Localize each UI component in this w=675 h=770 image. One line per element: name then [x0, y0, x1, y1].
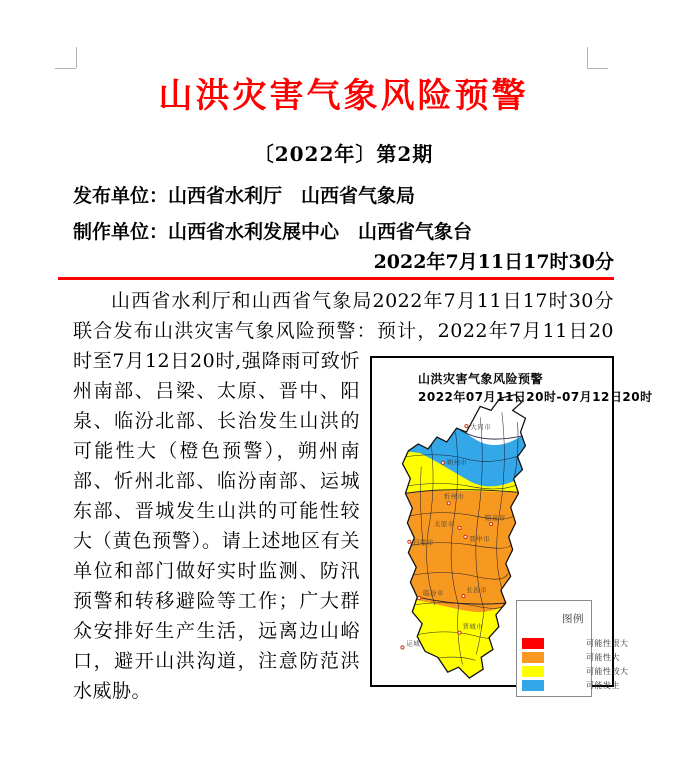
city-label: 晋中市 — [469, 534, 490, 543]
producer-label: 制作单位： — [73, 221, 169, 243]
city-label: 太原市 — [433, 519, 455, 528]
city-label: 晋城市 — [462, 622, 484, 631]
city-label: 大同市 — [470, 423, 491, 432]
legend-title: 图例 — [562, 613, 584, 625]
city-label: 朔州市 — [446, 458, 468, 467]
header-divider-rule — [58, 277, 614, 280]
legend-label: 可能性大 — [586, 652, 620, 662]
city-marker — [462, 595, 465, 598]
city-marker — [465, 425, 468, 428]
issue-number: 〔2022年〕第2期 — [253, 142, 434, 166]
issue-datetime: 2022年7月11日17时30分 — [373, 251, 614, 273]
crop-mark-top-right-h — [587, 68, 608, 69]
city-marker — [464, 535, 467, 538]
legend-swatch-blue — [522, 680, 544, 691]
crop-mark-top-right-v — [587, 47, 588, 68]
legend-label: 可能性很大 — [586, 638, 629, 648]
city-marker — [458, 526, 461, 529]
body-paragraph — [73, 286, 653, 706]
city-marker — [418, 596, 421, 599]
legend-label: 可能性较大 — [586, 666, 629, 676]
city-label: 运城 — [406, 639, 421, 648]
crop-mark-top-left-h — [55, 68, 76, 69]
page-title: 山洪灾害气象风险预警 — [158, 76, 529, 116]
map-legend — [516, 600, 629, 697]
city-label: 临汾市 — [423, 589, 444, 598]
city-marker — [401, 646, 404, 649]
city-label: 阳泉市 — [485, 514, 506, 523]
body-text: 山西省水利厅和山西省气象局2022年7月11日17时30分联合发布山洪灾害气象风险预警：预计，2022年7月11日20时至7月12日20时,强降雨可致忻州南部、吕梁、太原、晋中、阳泉、临汾北部、长治发生山洪的可能性大（橙色预警），朔州南部、忻州北部、临汾南部、运城东部、晋城发生山洪的可能性较大（黄色预警）。请上述地区有关单位和部门做好实时监测、防汛预警和转移避险等工作；广大群众安排好生产生活，远离边山峪口，避开山洪沟道，注意防范洪水威胁。 — [73, 290, 614, 702]
producer-line — [73, 217, 614, 244]
city-marker — [447, 502, 450, 505]
legend-swatch-red — [522, 638, 544, 649]
legend-row — [517, 679, 620, 692]
crop-mark-top-left-v — [76, 47, 77, 68]
city-marker — [489, 522, 492, 525]
city-label: 吕梁市 — [413, 538, 434, 547]
legend-swatch-yellow — [522, 666, 544, 677]
legend-swatch-orange — [522, 652, 544, 663]
risk-map — [370, 356, 653, 690]
city-marker — [458, 631, 461, 634]
map-title: 山洪灾害气象风险预警 — [418, 372, 544, 386]
city-label: 忻州市 — [443, 492, 465, 501]
producer-value: 山西省水利发展中心 山西省气象台 — [168, 221, 473, 243]
city-marker — [441, 461, 444, 464]
publisher-label: 发布单位： — [73, 185, 169, 207]
legend-label: 可能发生 — [586, 680, 620, 690]
city-marker — [408, 540, 411, 543]
publisher-line — [73, 181, 614, 208]
city-label: 长治市 — [466, 586, 488, 595]
publisher-value: 山西省水利厅 山西省气象局 — [168, 185, 416, 207]
map-period: 2022年07月11日20时-07月12日20时 — [418, 390, 653, 404]
